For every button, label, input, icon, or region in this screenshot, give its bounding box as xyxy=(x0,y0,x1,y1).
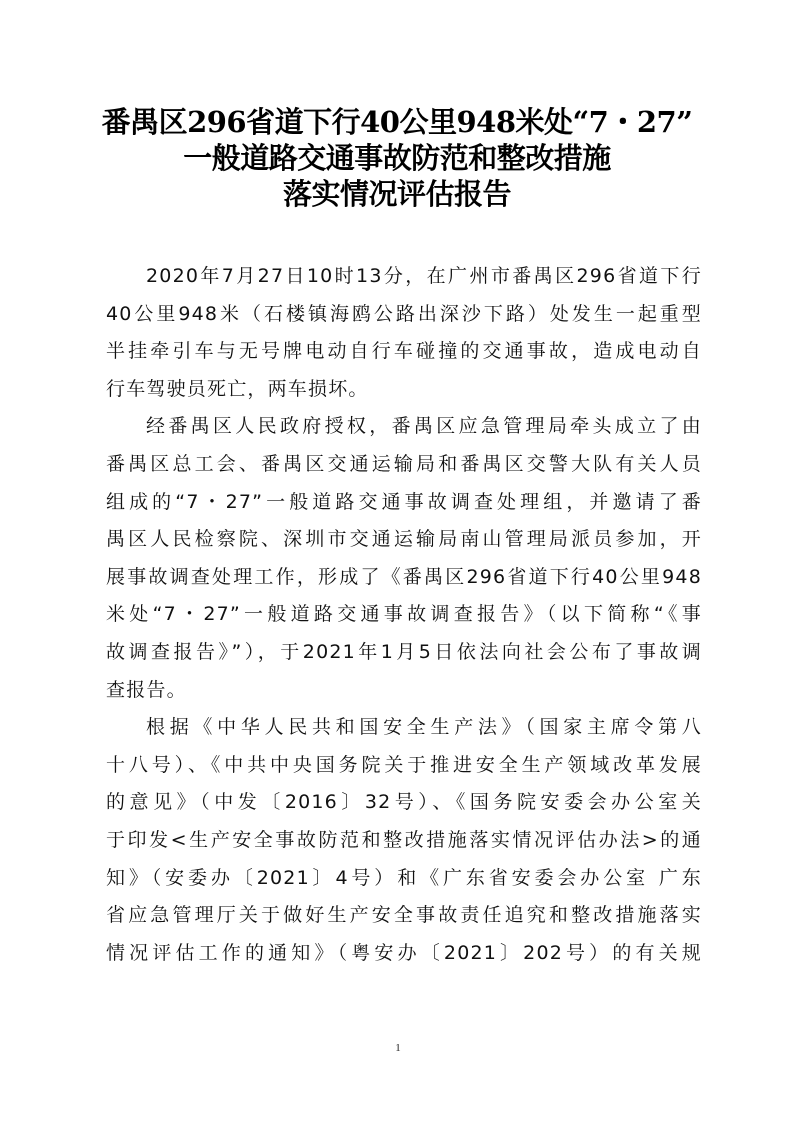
paragraph-line: 行车驾驶员死亡，两车损坏。 xyxy=(106,377,369,400)
paragraph-line: 40公里948米（石楼镇海鸥公路出深沙下路）处发生一起重型 xyxy=(106,302,702,325)
paragraph-line: 知》（安委办〔2021〕4号）和《广东省安委会办公室 广东 xyxy=(106,866,702,889)
title-line-1: 番禺区296省道下行40公里948米处“7・27” xyxy=(101,105,693,139)
paragraph-line: 米处“7・27”一般道路交通事故调查报告》（以下简称“《事 xyxy=(106,603,702,626)
paragraph-line: 于印发<生产安全事故防范和整改措施落实情况评估办法>的通 xyxy=(106,828,702,851)
paragraph-line: 的意见》（中发〔2016〕32号）、《国务院安委会办公室关 xyxy=(106,791,702,814)
paragraph-line: 查报告。 xyxy=(106,678,187,701)
paragraph-line: 根据《中华人民共和国安全生产法》（国家主席令第八 xyxy=(146,716,702,739)
paragraph-line: 番禺区总工会、番禺区交通运输局和番禺区交警大队有关人员 xyxy=(106,452,702,475)
title-line-3: 落实情况评估报告 xyxy=(282,177,511,211)
document-title xyxy=(60,104,734,212)
paragraph-line: 2020年7月27日10时13分，在广州市番禺区296省道下行 xyxy=(146,265,702,287)
paragraph-line: 半挂牵引车与无号牌电动自行车碰撞的交通事故，造成电动自 xyxy=(106,340,702,363)
title-line-2: 一般道路交通事故防范和整改措施 xyxy=(183,141,611,175)
page-number: 1 xyxy=(395,1042,401,1054)
paragraph-line: 展事故调查处理工作，形成了《番禺区296省道下行40公里948 xyxy=(106,565,702,588)
paragraph-line: 十八号）、《中共中央国务院关于推进安全生产领域改革发展 xyxy=(106,753,702,776)
paragraph-3 xyxy=(106,709,702,972)
paragraph-2 xyxy=(106,408,702,709)
paragraph-line: 省应急管理厅关于做好生产安全事故责任追究和整改措施落实 xyxy=(106,904,702,927)
paragraph-line: 情况评估工作的通知》（粤安办〔2021〕202号）的有关规 xyxy=(106,941,702,964)
document-body xyxy=(106,258,702,972)
paragraph-line: 经番禺区人民政府授权，番禺区应急管理局牵头成立了由 xyxy=(146,415,702,438)
paragraph-line: 组成的“7・27”一般道路交通事故调查处理组，并邀请了番 xyxy=(106,490,702,513)
paragraph-line: 故调查报告》”），于2021年1月5日依法向社会公布了事故调 xyxy=(106,640,702,663)
paragraph-1 xyxy=(106,258,702,408)
paragraph-line: 禺区人民检察院、深圳市交通运输局南山管理局派员参加，开 xyxy=(106,528,702,551)
